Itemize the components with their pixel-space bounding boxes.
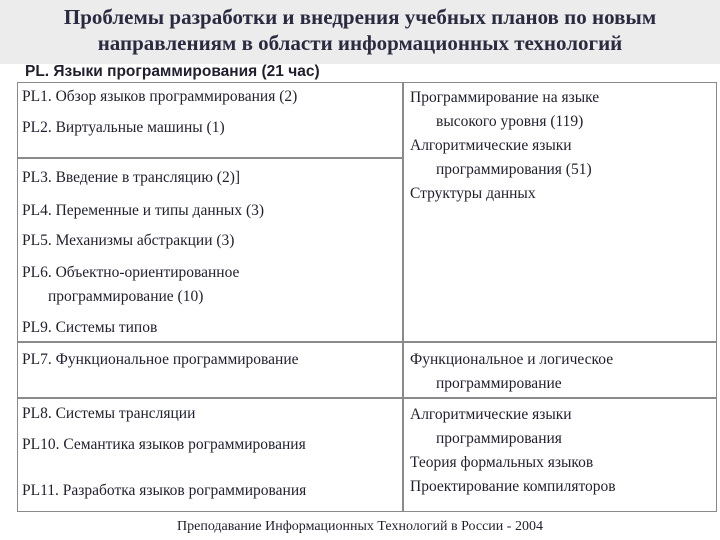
curriculum-table xyxy=(17,82,717,512)
slide-footer: Преподавание Информационных Технологий в России - 2004 xyxy=(177,519,543,534)
topic-pl6-line2: программирование (10) xyxy=(48,288,204,305)
topic-pl3: PL3. Введение в трансляцию (2)] xyxy=(22,169,241,186)
course-block1-line3: Алгоритмические языки xyxy=(410,137,572,154)
course-block2-line1: Функциональное и логическое xyxy=(410,351,614,368)
course-block2-line2: программирование xyxy=(436,375,562,392)
course-block3-line1: Алгоритмические языки xyxy=(410,406,572,423)
topic-pl11: PL11. Разработка языков рограммирования xyxy=(22,482,307,499)
topic-pl9: PL9. Системы типов xyxy=(22,319,158,336)
topic-pl6-line1: PL6. Объектно-ориентированное xyxy=(22,264,240,281)
title-line-2: направлениям в области информационных технологий xyxy=(97,31,623,55)
course-block1-line5: Структуры данных xyxy=(410,185,536,202)
section-subtitle: PL. Языки программирования (21 час) xyxy=(25,63,320,80)
course-block1-line2: высокого уровня (119) xyxy=(436,113,584,130)
topic-pl10: PL10. Семантика языков рограммирования xyxy=(22,436,306,453)
topic-pl5: PL5. Механизмы абстракции (3) xyxy=(22,232,235,249)
course-block3-line2: программирования xyxy=(436,430,562,447)
course-block3-line4: Проектирование компиляторов xyxy=(410,478,616,495)
course-block3-line3: Теория формальных языков xyxy=(410,454,594,471)
topic-pl2: PL2. Виртуальные машины (1) xyxy=(22,119,225,136)
topic-pl7: PL7. Функциональное программирование xyxy=(22,351,299,368)
slide-title xyxy=(0,4,720,56)
course-block1-line4: программирования (51) xyxy=(436,161,592,178)
title-line-1: Проблемы разработки и внедрения учебных планов по новым xyxy=(63,5,657,29)
topic-pl4: PL4. Переменные и типы данных (3) xyxy=(22,202,265,219)
topic-pl1: PL1. Обзор языков программирования (2) xyxy=(22,88,298,105)
course-block1-line1: Программирование на языке xyxy=(410,89,600,106)
topic-pl8: PL8. Системы трансляции xyxy=(22,405,196,422)
